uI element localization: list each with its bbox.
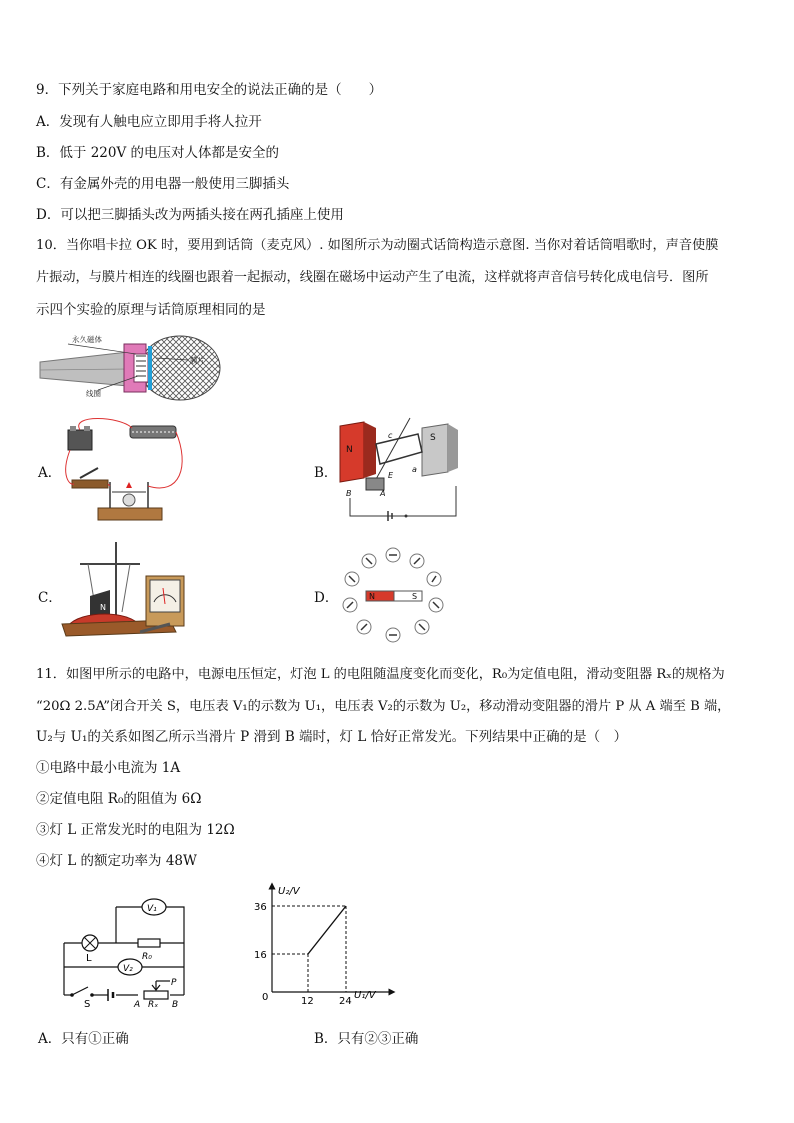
graph-ytick-16: 16: [254, 950, 267, 961]
fig-d-s-label: S: [412, 592, 418, 601]
graph-xtick-24: 24: [339, 996, 352, 1004]
fig-b-s-label: S: [430, 433, 436, 443]
circuit-v1-label: V₁: [147, 904, 157, 914]
graph-xlabel: U₁/V: [354, 990, 376, 1001]
q11-stem-line2: “20Ω 2.5A”闭合开关 S，电压表 V₁的示数为 U₁，电压表 V₂的示数为 U₂，移动滑动变阻器的滑片 P 从 A 端至 B 端，: [36, 699, 731, 714]
q10-stem-line3: 示四个实验的原理与话筒原理相同的是: [36, 302, 266, 318]
fig-b-a-label: a: [412, 465, 417, 474]
q9-option-b: B．低于 220V 的电压对人体都是安全的: [36, 145, 280, 161]
q11-stem-line1: 11．如图甲所示的电路中，电源电压恒定，灯泡 L 的电阻随温度变化而变化，R₀为定值电阻，滑动变阻器 Rₓ的规格为: [36, 667, 725, 682]
fig-b-bb-label: B: [346, 489, 352, 498]
q11-option-a: A．只有①正确: [38, 1031, 129, 1047]
option-b-figure: [336, 416, 462, 524]
q10-option-a-label: A．: [38, 465, 62, 481]
circuit-l-label: L: [86, 953, 92, 964]
q11-statement-2: ②定值电阻 R₀的阻值为 6Ω: [36, 791, 202, 807]
microphone-diagram: [38, 330, 223, 402]
circuit-a-label: A: [134, 1000, 141, 1007]
fig-b-aa-label: A: [380, 489, 386, 498]
q11-statement-1: ①电路中最小电流为 1A: [36, 760, 181, 776]
fig-c-n-label: N: [100, 603, 106, 612]
q10-stem-line1: 10．当你唱卡拉 OK 时，要用到话筒（麦克风）. 如图所示为动圈式话筒构造示意图. 当你对着话筒唱歌时，声音使膜: [36, 238, 719, 253]
graph-xtick-12: 12: [301, 996, 314, 1004]
circuit-v2-label: V₂: [123, 964, 133, 974]
fig-d-n-label: N: [369, 592, 375, 601]
option-a-figure: [60, 416, 186, 526]
q11-statement-4: ④灯 L 的额定功率为 48W: [36, 853, 197, 869]
circuit-s-label: S: [84, 999, 91, 1007]
circuit-rx-label: Rₓ: [148, 1000, 159, 1007]
mic-magnet-label: 永久磁体: [72, 335, 102, 344]
option-d-figure: [340, 545, 446, 645]
circuit-p-label: P: [171, 978, 177, 988]
option-c-figure: [60, 540, 188, 650]
q11-statement-3: ③灯 L 正常发光时的电阻为 12Ω: [36, 822, 235, 838]
circuit-r0-label: R₀: [142, 952, 152, 962]
graph-ytick-36: 36: [254, 902, 267, 913]
q10-option-c-label: C．: [38, 590, 62, 606]
q10-option-b-label: B．: [314, 465, 338, 481]
q9-option-d: D．可以把三脚插头改为两插头接在两孔插座上使用: [36, 207, 344, 223]
fig-b-n-label: N: [346, 445, 353, 455]
q10-stem-line2: 片振动，与膜片相连的线圈也跟着一起振动，线圈在磁场中运动产生了电流，这样就将声音信号转化成电信号．图所: [36, 270, 709, 285]
q9-option-c: C．有金属外壳的用电器一般使用三脚插头: [36, 176, 290, 192]
graph-ylabel: U₂/V: [278, 886, 300, 897]
q11-option-b: B．只有②③正确: [314, 1031, 419, 1047]
mic-diaphragm-label: 膜片: [190, 356, 205, 365]
q11-stem-line3: U₂与 U₁的关系如图乙所示当滑片 P 滑到 B 端时，灯 L 恰好正常发光。下列结果中正确的是（ ）: [36, 729, 628, 745]
circuit-b-label: B: [172, 1000, 179, 1007]
graph-origin: 0: [262, 992, 269, 1003]
fig-b-e-label: E: [388, 471, 394, 480]
q9-stem: 9．下列关于家庭电路和用电安全的说法正确的是（ ）: [36, 82, 383, 98]
q9-option-a: A．发现有人触电应立即用手将人拉开: [36, 114, 262, 130]
u2-u1-graph: [252, 880, 400, 1004]
fig-b-c-label: c: [388, 431, 393, 440]
q10-option-d-label: D．: [314, 590, 339, 606]
circuit-diagram: [58, 895, 198, 1007]
mic-coil-label: 线圈: [86, 389, 101, 398]
